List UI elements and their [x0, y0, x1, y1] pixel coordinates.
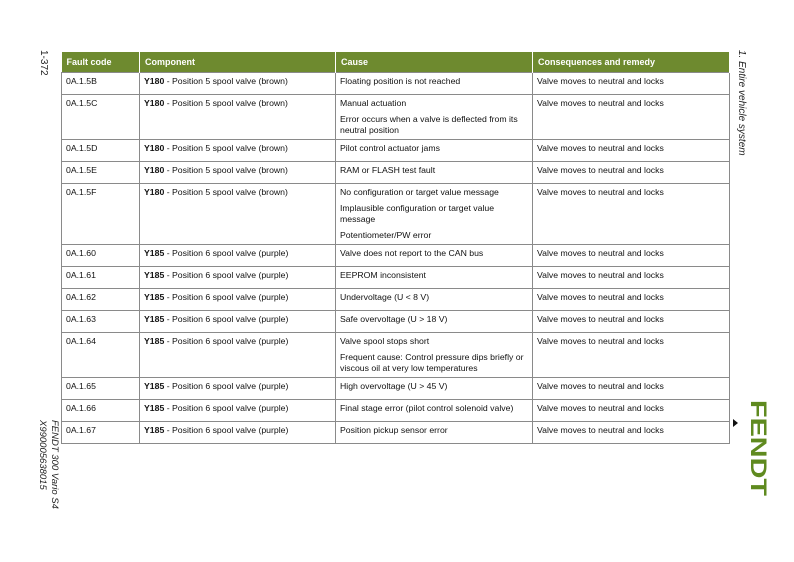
consequence-cell: Valve moves to neutral and locks — [533, 95, 730, 140]
consequence-cell: Valve moves to neutral and locks — [533, 289, 730, 311]
cause-cell — [336, 289, 533, 311]
cause-text: Position pickup sensor error — [340, 425, 448, 435]
cause-cell — [336, 184, 533, 245]
component-description: - Position 5 spool valve (brown) — [164, 187, 288, 197]
component-description: - Position 6 spool valve (purple) — [164, 270, 289, 280]
document-footer — [36, 420, 60, 509]
component-cell — [140, 245, 336, 267]
fault-code-cell: 0A.1.5F — [62, 184, 140, 245]
footer-doc-number: X990005638015 — [37, 420, 48, 490]
component-cell — [140, 184, 336, 245]
component-description: - Position 5 spool valve (brown) — [164, 165, 288, 175]
header-cause: Cause — [336, 52, 533, 73]
cause-cell — [336, 73, 533, 95]
header-component: Component — [140, 52, 336, 73]
cause-text: Pilot control actuator jams — [340, 143, 440, 153]
component-code: Y185 — [144, 270, 165, 280]
consequence-cell: Valve moves to neutral and locks — [533, 140, 730, 162]
consequence-cell: Valve moves to neutral and locks — [533, 422, 730, 444]
fault-code-table — [61, 52, 730, 444]
component-description: - Position 6 spool valve (purple) — [164, 425, 289, 435]
cause-text: Undervoltage (U < 8 V) — [340, 292, 430, 302]
component-cell — [140, 422, 336, 444]
section-header: 1. Entire vehicle system — [736, 50, 747, 156]
cause-cell — [336, 245, 533, 267]
table-row — [62, 289, 730, 311]
component-description: - Position 6 spool valve (purple) — [164, 403, 289, 413]
table-row — [62, 73, 730, 95]
cause-cell — [336, 311, 533, 333]
table-row — [62, 422, 730, 444]
component-cell — [140, 400, 336, 422]
fault-code-cell: 0A.1.64 — [62, 333, 140, 378]
header-consequences: Consequences and remedy — [533, 52, 730, 73]
cause-text: No configuration or target value message — [340, 187, 499, 197]
cause-cell — [336, 400, 533, 422]
component-cell — [140, 289, 336, 311]
cause-text: Valve does not report to the CAN bus — [340, 248, 484, 258]
fault-code-cell: 0A.1.5D — [62, 140, 140, 162]
fault-code-cell: 0A.1.60 — [62, 245, 140, 267]
component-description: - Position 6 spool valve (purple) — [164, 314, 289, 324]
table-row — [62, 400, 730, 422]
cause-text: Potentiometer/PW error — [340, 230, 432, 240]
cause-cell — [336, 267, 533, 289]
fendt-logo-text: FENDT — [746, 400, 771, 474]
consequence-cell: Valve moves to neutral and locks — [533, 162, 730, 184]
cause-text: Frequent cause: Control pressure dips briefly or viscous oil at very low temperatures — [340, 352, 524, 373]
consequence-cell: Valve moves to neutral and locks — [533, 267, 730, 289]
cause-cell — [336, 140, 533, 162]
component-code: Y185 — [144, 381, 165, 391]
component-code: Y180 — [144, 98, 165, 108]
cause-text: Valve spool stops short — [340, 336, 430, 346]
header-fault-code: Fault code — [62, 52, 140, 73]
fault-code-cell: 0A.1.66 — [62, 400, 140, 422]
table-row — [62, 95, 730, 140]
component-code: Y180 — [144, 76, 165, 86]
component-code: Y185 — [144, 336, 165, 346]
cause-text: Floating position is not reached — [340, 76, 461, 86]
cause-cell — [336, 162, 533, 184]
fendt-logo — [748, 398, 770, 498]
cause-cell — [336, 378, 533, 400]
table-row — [62, 267, 730, 289]
component-cell — [140, 162, 336, 184]
fault-code-cell: 0A.1.62 — [62, 289, 140, 311]
cause-cell — [336, 333, 533, 378]
fault-code-cell: 0A.1.5C — [62, 95, 140, 140]
consequence-cell: Valve moves to neutral and locks — [533, 245, 730, 267]
component-cell — [140, 140, 336, 162]
next-page-arrow-icon — [733, 419, 738, 427]
component-code: Y180 — [144, 165, 165, 175]
component-code: Y185 — [144, 314, 165, 324]
component-cell — [140, 95, 336, 140]
table-row — [62, 311, 730, 333]
component-description: - Position 5 spool valve (brown) — [164, 98, 288, 108]
component-code: Y180 — [144, 187, 165, 197]
fault-code-cell: 0A.1.5B — [62, 73, 140, 95]
component-cell — [140, 267, 336, 289]
component-description: - Position 6 spool valve (purple) — [164, 292, 289, 302]
cause-cell — [336, 95, 533, 140]
component-description: - Position 6 spool valve (purple) — [164, 248, 289, 258]
component-code: Y185 — [144, 292, 165, 302]
cause-text: RAM or FLASH test fault — [340, 165, 436, 175]
component-description: - Position 5 spool valve (brown) — [164, 143, 288, 153]
fault-code-cell: 0A.1.65 — [62, 378, 140, 400]
consequence-cell: Valve moves to neutral and locks — [533, 400, 730, 422]
component-cell — [140, 333, 336, 378]
consequence-cell: Valve moves to neutral and locks — [533, 73, 730, 95]
table-body — [62, 73, 730, 444]
fault-code-cell: 0A.1.61 — [62, 267, 140, 289]
cause-cell — [336, 422, 533, 444]
footer-model: FENDT 300 Vario S4 — [49, 420, 60, 509]
cause-text: Final stage error (pilot control solenoid valve) — [340, 403, 514, 413]
table-header-row — [62, 52, 730, 73]
component-cell — [140, 73, 336, 95]
component-code: Y185 — [144, 425, 165, 435]
cause-text: Safe overvoltage (U > 18 V) — [340, 314, 448, 324]
fault-code-cell: 0A.1.5E — [62, 162, 140, 184]
component-description: - Position 6 spool valve (purple) — [164, 336, 289, 346]
component-code: Y185 — [144, 403, 165, 413]
fault-code-cell: 0A.1.63 — [62, 311, 140, 333]
component-code: Y180 — [144, 143, 165, 153]
table-row — [62, 333, 730, 378]
table-row — [62, 162, 730, 184]
table-row — [62, 245, 730, 267]
consequence-cell: Valve moves to neutral and locks — [533, 184, 730, 245]
cause-text: Implausible configuration or target value message — [340, 203, 495, 224]
table-row — [62, 140, 730, 162]
table-row — [62, 378, 730, 400]
consequence-cell: Valve moves to neutral and locks — [533, 311, 730, 333]
component-description: - Position 5 spool valve (brown) — [164, 76, 288, 86]
component-cell — [140, 378, 336, 400]
cause-text: EEPROM inconsistent — [340, 270, 426, 280]
component-description: - Position 6 spool valve (purple) — [164, 381, 289, 391]
cause-text: Manual actuation — [340, 98, 407, 108]
cause-text: Error occurs when a valve is deflected from its neutral position — [340, 114, 518, 135]
consequence-cell: Valve moves to neutral and locks — [533, 378, 730, 400]
consequence-cell: Valve moves to neutral and locks — [533, 333, 730, 378]
component-cell — [140, 311, 336, 333]
fault-code-cell: 0A.1.67 — [62, 422, 140, 444]
component-code: Y185 — [144, 248, 165, 258]
cause-text: High overvoltage (U > 45 V) — [340, 381, 448, 391]
page-number: 1-372 — [38, 50, 49, 76]
table-row — [62, 184, 730, 245]
